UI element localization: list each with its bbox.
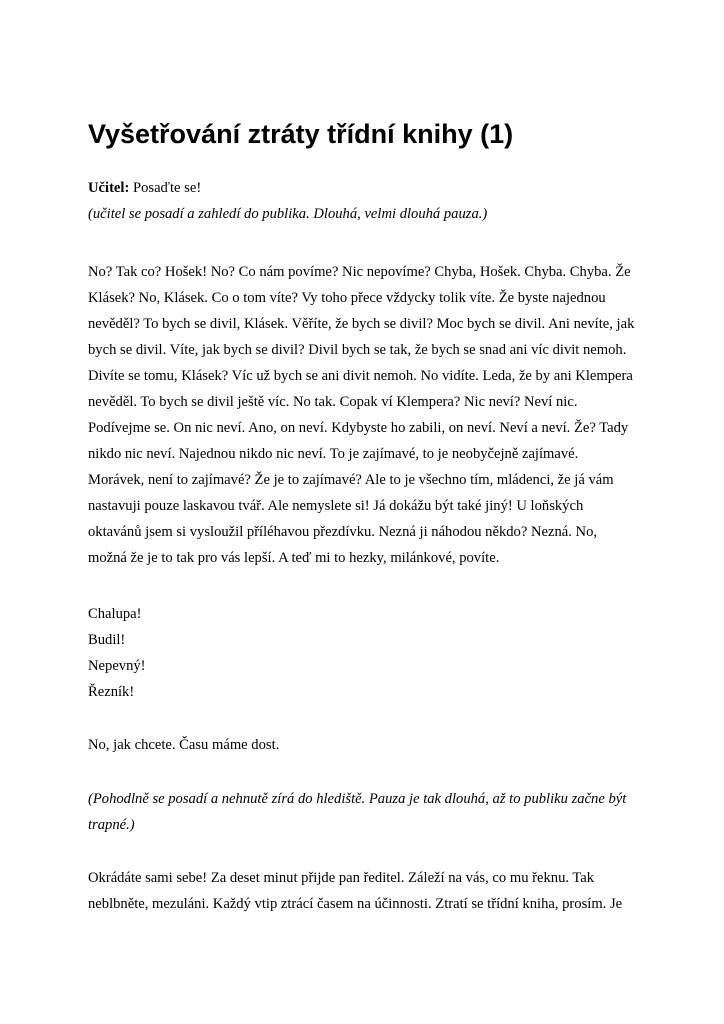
name-line: Nepevný! [88, 658, 146, 674]
monologue-2-line: neblbněte, mezuláni. Každý vtip ztrácí časem na účinnosti. Ztratí se třídní kniha, prosím. Je [88, 896, 623, 912]
monologue-1-line: nevěděl? To bych se divil, Klásek. Věříte, že bych se divil? Moc bych se divil. Ani nevíte, jak [88, 316, 635, 332]
monologue-2-line: Okrádáte sami sebe! Za deset minut přijde pan ředitel. Záleží na vás, co mu řeknu. Tak [88, 870, 595, 886]
speaker-label: Učitel: [88, 180, 130, 196]
monologue-1-line: Divíte se tomu, Klásek? Víc už bych se ani divit nemoh. No vidíte. Leda, že by ani Klempera [88, 368, 633, 384]
monologue-1-line: No? Tak co? Hošek! No? Co nám povíme? Nic nepovíme? Chyba, Hošek. Chyba. Chyba. Že [88, 264, 631, 280]
monologue-1-line: oktavánů jsem si vysloužil příléhavou přezdívku. Nezná ji náhodou někdo? Nezná. No, [88, 524, 598, 540]
monologue-1-line: Morávek, není to zajímavé? Že je to zajímavé? Ale to je všechno tím, mládenci, že já vám [88, 472, 614, 488]
monologue-1-line: nevěděl. To bych se divil ještě víc. No tak. Copak ví Klempera? Nic neví? Neví nic. [88, 394, 578, 410]
monologue-1-line: nikdo nic neví. Najednou nikdo nic neví. To je zajímavé, to je neobyčejně zajímavé. [88, 446, 579, 462]
monologue-1-line: Klásek? No, Klásek. Co o tom víte? Vy toho přece vždycky tolik víte. Že byste najednou [88, 290, 606, 306]
monologue-1-line: bych se divil. Víte, jak bych se divil? Divil bych se tak, že bych se snad ani víc divit nemoh. [88, 342, 627, 358]
stage-direction-1: (učitel se posadí a zahledí do publika. Dlouhá, velmi dlouhá pauza.) [88, 206, 488, 222]
name-line: Řezník! [88, 684, 135, 700]
speaker-line [88, 178, 201, 198]
monologue-1-line: nastavuji pouze laskavou tvář. Ale nemyslete si! Já dokážu být také jiný! U loňských [88, 498, 584, 514]
name-line: Budil! [88, 632, 126, 648]
monologue-1-line: Podívejme se. On nic neví. Ano, on neví. Kdybyste ho zabili, on neví. Neví a neví. Že? Tady [88, 420, 629, 436]
name-line: Chalupa! [88, 606, 142, 622]
first-line-text: Posaďte se! [129, 180, 202, 196]
document-title: Vyšetřování ztráty třídní knihy (1) [88, 119, 514, 149]
stage-direction-2-line: (Pohodlně se posadí a nehnutě zírá do hlediště. Pauza je tak dlouhá, až to publiku začne být [88, 791, 627, 807]
line-no-jak: No, jak chcete. Času máme dost. [88, 737, 280, 753]
monologue-1-line: možná že je to tak pro vás lepší. A teď mi to hezky, milánkové, povíte. [88, 550, 500, 566]
stage-direction-2-line: trapné.) [88, 817, 135, 833]
